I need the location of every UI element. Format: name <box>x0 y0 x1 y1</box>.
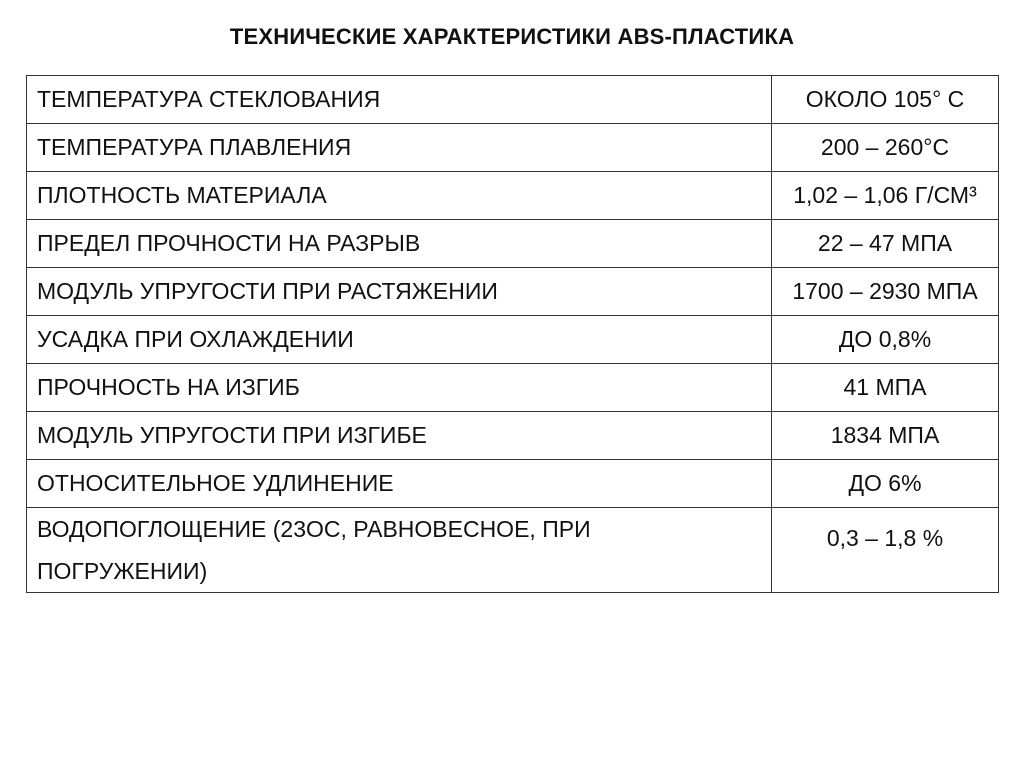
property-name: ПЛОТНОСТЬ МАТЕРИАЛА <box>27 172 772 220</box>
property-name: ПРОЧНОСТЬ НА ИЗГИБ <box>27 364 772 412</box>
table-row <box>27 268 999 316</box>
property-value: 41 МПА <box>772 364 999 412</box>
property-value: ОКОЛО 105° С <box>772 76 999 124</box>
table-row <box>27 172 999 220</box>
property-name: МОДУЛЬ УПРУГОСТИ ПРИ ИЗГИБЕ <box>27 412 772 460</box>
property-value: 1700 – 2930 МПА <box>772 268 999 316</box>
table-row <box>27 124 999 172</box>
property-value: ДО 0,8% <box>772 316 999 364</box>
table-row <box>27 460 999 508</box>
property-name: ТЕМПЕРАТУРА ПЛАВЛЕНИЯ <box>27 124 772 172</box>
property-name: МОДУЛЬ УПРУГОСТИ ПРИ РАСТЯЖЕНИИ <box>27 268 772 316</box>
property-value: 22 – 47 МПА <box>772 220 999 268</box>
property-value: 200 – 260°С <box>772 124 999 172</box>
property-value: 1834 МПА <box>772 412 999 460</box>
property-name: ОТНОСИТЕЛЬНОЕ УДЛИНЕНИЕ <box>27 460 772 508</box>
table-row <box>27 508 999 593</box>
property-name: УСАДКА ПРИ ОХЛАЖДЕНИИ <box>27 316 772 364</box>
page-title: ТЕХНИЧЕСКИЕ ХАРАКТЕРИСТИКИ ABS-ПЛАСТИКА <box>229 24 795 49</box>
table-row <box>27 316 999 364</box>
table-row <box>27 76 999 124</box>
property-name: ПРЕДЕЛ ПРОЧНОСТИ НА РАЗРЫВ <box>27 220 772 268</box>
table-row <box>27 220 999 268</box>
property-value: 0,3 – 1,8 % <box>772 508 999 593</box>
properties-table <box>26 75 999 593</box>
property-value: ДО 6% <box>772 460 999 508</box>
property-name: ТЕМПЕРАТУРА СТЕКЛОВАНИЯ <box>27 76 772 124</box>
property-value: 1,02 – 1,06 Г/СМ³ <box>772 172 999 220</box>
property-name: ВОДОПОГЛОЩЕНИЕ (23ОС, РАВНОВЕСНОЕ, ПРИ ПОГРУЖЕНИИ) <box>27 508 772 593</box>
table-row <box>27 364 999 412</box>
table-row <box>27 412 999 460</box>
